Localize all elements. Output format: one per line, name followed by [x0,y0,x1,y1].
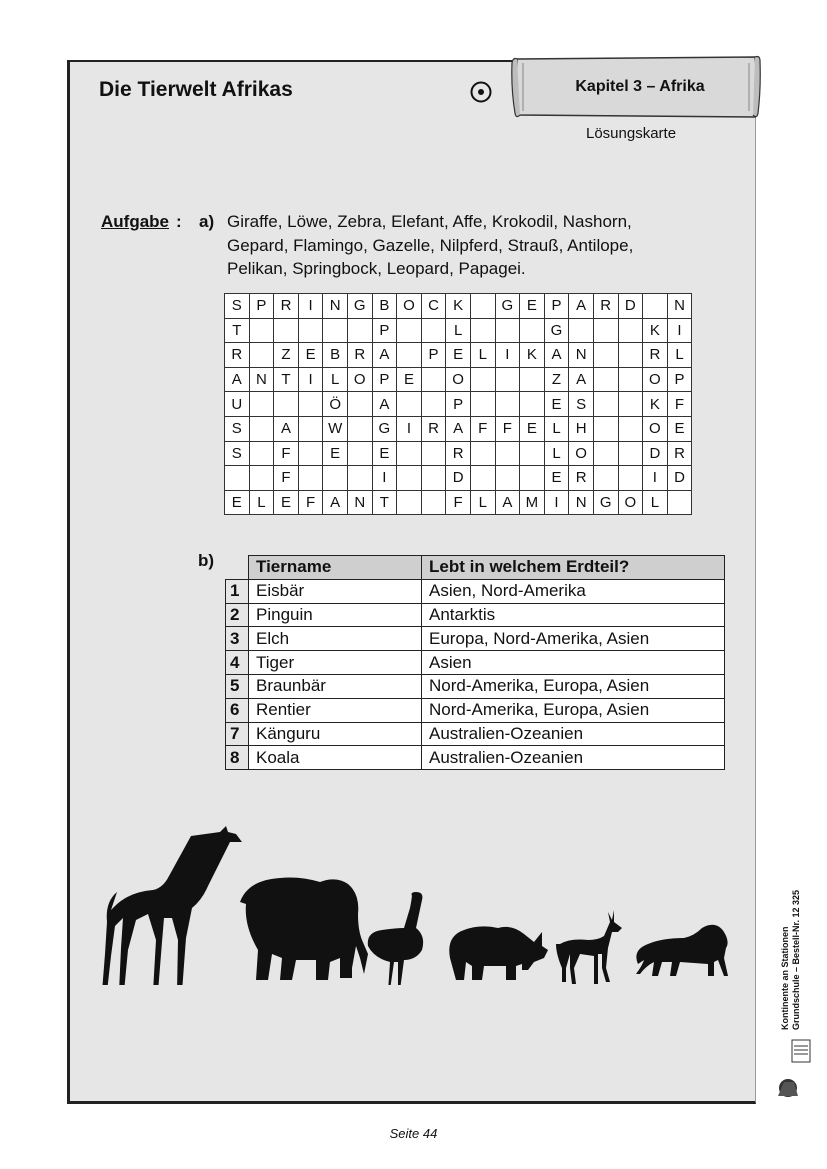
grid-cell: I [372,466,397,491]
gazelle-silhouette [556,910,622,984]
grid-cell: Z [274,343,299,368]
grid-cell: F [667,392,692,417]
grid-cell [618,441,643,466]
grid-row [225,318,692,343]
grid-cell: R [446,441,471,466]
grid-cell [347,416,372,441]
grid-cell: E [520,294,545,319]
grid-cell [298,318,323,343]
grid-cell: E [397,367,422,392]
grid-cell [397,466,422,491]
grid-cell: L [470,490,495,515]
row-number: 2 [226,603,249,627]
grid-cell: P [667,367,692,392]
grid-cell [495,392,520,417]
grid-cell: F [274,466,299,491]
grid-row [225,466,692,491]
grid-cell: P [249,294,274,319]
grid-cell: N [249,367,274,392]
grid-cell: I [298,294,323,319]
column-header-continent: Lebt in welchem Erdteil? [422,556,725,580]
grid-cell: P [446,392,471,417]
elephant-silhouette [240,878,368,981]
grid-cell: S [569,392,594,417]
grid-cell: C [421,294,446,319]
grid-cell [225,466,250,491]
grid-cell [397,392,422,417]
continent-name: Australien-Ozeanien [422,746,725,770]
grid-cell [421,392,446,417]
row-number: 6 [226,698,249,722]
grid-cell: L [323,367,348,392]
grid-cell: P [544,294,569,319]
grid-cell [397,318,422,343]
grid-cell: T [274,367,299,392]
row-number: 8 [226,746,249,770]
grid-cell [593,441,618,466]
grid-cell: E [520,416,545,441]
grid-cell: O [446,367,471,392]
grid-cell [470,318,495,343]
publication-info [780,830,820,1030]
animal-name: Pinguin [249,603,422,627]
grid-cell: N [569,490,594,515]
grid-cell: M [520,490,545,515]
grid-cell [520,318,545,343]
grid-cell: O [397,294,422,319]
grid-cell: N [569,343,594,368]
grid-cell: A [323,490,348,515]
grid-cell: Ö [323,392,348,417]
grid-cell: P [421,343,446,368]
grid-cell: R [569,466,594,491]
animal-name: Känguru [249,722,422,746]
grid-cell [421,490,446,515]
grid-cell: E [298,343,323,368]
animal-name: Eisbär [249,579,422,603]
grid-cell: B [323,343,348,368]
grid-cell [421,367,446,392]
grid-cell [569,318,594,343]
part-a-label: a) [199,212,215,231]
grid-cell: L [544,441,569,466]
grid-cell [593,367,618,392]
grid-cell: A [446,416,471,441]
grid-cell: T [372,490,397,515]
grid-cell: F [298,490,323,515]
page-title: Die Tierwelt Afrikas [99,78,293,101]
grid-cell: I [643,466,668,491]
continent-name: Nord-Amerika, Europa, Asien [422,698,725,722]
continent-name: Antarktis [422,603,725,627]
grid-cell: N [347,490,372,515]
grid-cell: H [569,416,594,441]
grid-cell: S [225,294,250,319]
grid-cell: R [593,294,618,319]
row-number: 4 [226,651,249,675]
grid-cell: K [446,294,471,319]
grid-cell [347,318,372,343]
grid-cell [618,466,643,491]
grid-cell [421,441,446,466]
ostrich-silhouette [368,892,423,985]
grid-cell: A [274,416,299,441]
grid-cell [470,466,495,491]
grid-cell: E [225,490,250,515]
grid-cell: D [618,294,643,319]
animal-name: Rentier [249,698,422,722]
grid-cell [618,343,643,368]
grid-cell [298,441,323,466]
grid-cell: Z [544,367,569,392]
animal-continent-table [225,555,725,770]
grid-cell: I [298,367,323,392]
grid-cell: E [323,441,348,466]
grid-cell: L [446,318,471,343]
grid-cell: A [569,367,594,392]
continent-name: Europa, Nord-Amerika, Asien [422,627,725,651]
animal-name: Braunbär [249,674,422,698]
grid-cell: K [643,392,668,417]
grid-cell: K [643,318,668,343]
grid-cell: E [544,392,569,417]
grid-cell: G [347,294,372,319]
grid-cell [470,441,495,466]
grid-cell: S [225,416,250,441]
grid-cell [520,441,545,466]
grid-cell [470,294,495,319]
grid-cell: I [667,318,692,343]
table-row [226,627,725,651]
grid-cell [495,441,520,466]
grid-cell: G [544,318,569,343]
grid-row [225,441,692,466]
grid-cell: G [593,490,618,515]
grid-cell [593,318,618,343]
row-number: 5 [226,674,249,698]
continent-name: Asien [422,651,725,675]
grid-cell: I [495,343,520,368]
grid-cell [643,294,668,319]
grid-cell [618,392,643,417]
lion-silhouette [636,925,728,976]
solution-card-label: Lösungskarte [586,125,677,142]
bullseye-icon [470,81,492,103]
grid-cell [421,466,446,491]
grid-cell [298,392,323,417]
grid-cell: R [225,343,250,368]
table-row [226,674,725,698]
grid-cell [421,318,446,343]
table-row [226,579,725,603]
grid-row [225,367,692,392]
grid-row [225,294,692,319]
grid-cell [667,490,692,515]
grid-cell: G [495,294,520,319]
grid-cell: A [495,490,520,515]
chapter-label: Kapitel 3 – Afrika [575,78,705,95]
row-number: 3 [226,627,249,651]
grid-cell [520,367,545,392]
word-search-grid [224,293,692,515]
grid-cell: L [470,343,495,368]
page-number: Seite 44 [389,1126,438,1141]
grid-cell: B [372,294,397,319]
grid-cell: K [520,343,545,368]
grid-cell: G [372,416,397,441]
grid-cell [347,466,372,491]
grid-cell [298,466,323,491]
grid-cell: A [544,343,569,368]
grid-cell [249,466,274,491]
grid-cell: F [274,441,299,466]
grid-cell: O [643,416,668,441]
grid-cell [495,318,520,343]
grid-cell [274,392,299,417]
grid-cell: N [323,294,348,319]
grid-cell: P [372,367,397,392]
task-label: Aufgabe [101,212,169,231]
giraffe-silhouette [102,826,242,985]
grid-cell: A [225,367,250,392]
grid-cell: F [495,416,520,441]
continent-name: Asien, Nord-Amerika [422,579,725,603]
grid-cell: L [544,416,569,441]
grid-cell: W [323,416,348,441]
part-b-label: b) [198,551,215,570]
grid-cell [249,392,274,417]
grid-cell: E [274,490,299,515]
grid-cell: O [569,441,594,466]
grid-cell [323,466,348,491]
grid-cell [520,392,545,417]
grid-cell [397,343,422,368]
grid-row [225,490,692,515]
word-list: Giraffe, Löwe, Zebra, Elefant, Affe, Krokodil, Nashorn, Gepard, Flamingo, Gazelle, Nilpferd, Strauß, Antilope, Pelikan, Springbock, Leopard, Papagei. [227,212,634,278]
grid-cell [593,392,618,417]
grid-cell: A [372,343,397,368]
grid-cell: R [421,416,446,441]
grid-cell [618,318,643,343]
grid-cell: O [618,490,643,515]
row-number: 1 [226,579,249,603]
grid-cell: L [249,490,274,515]
publication-line-1: Kontinente an Stationen [780,926,790,1030]
grid-cell [347,441,372,466]
grid-cell: E [372,441,397,466]
grid-cell: F [446,490,471,515]
grid-cell [593,466,618,491]
grid-cell: T [225,318,250,343]
grid-cell [593,343,618,368]
grid-cell: R [274,294,299,319]
continent-name: Nord-Amerika, Europa, Asien [422,674,725,698]
grid-cell [397,490,422,515]
grid-cell: E [446,343,471,368]
grid-cell: S [225,441,250,466]
grid-cell: D [643,441,668,466]
animal-name: Elch [249,627,422,651]
grid-cell [593,416,618,441]
animal-name: Koala [249,746,422,770]
grid-cell [323,318,348,343]
grid-cell: R [347,343,372,368]
grid-cell: R [667,441,692,466]
grid-cell [249,416,274,441]
grid-cell: O [347,367,372,392]
grid-cell: A [372,392,397,417]
animal-silhouettes [100,820,730,985]
grid-cell: P [372,318,397,343]
grid-cell [249,343,274,368]
grid-cell [495,367,520,392]
grid-cell [397,441,422,466]
table-row [226,603,725,627]
grid-cell [470,392,495,417]
table-corner [226,556,249,580]
grid-cell [495,466,520,491]
table-row [226,722,725,746]
grid-cell [618,416,643,441]
grid-cell: E [667,416,692,441]
animal-name: Tiger [249,651,422,675]
grid-cell [249,318,274,343]
column-header-animal: Tiername [249,556,422,580]
grid-cell: A [569,294,594,319]
grid-row [225,343,692,368]
task-colon: : [176,212,182,231]
grid-cell: O [643,367,668,392]
grid-cell [470,367,495,392]
grid-cell [618,367,643,392]
table-row [226,651,725,675]
grid-cell: I [544,490,569,515]
grid-row [225,392,692,417]
grid-cell: U [225,392,250,417]
grid-row [225,416,692,441]
grid-cell [347,392,372,417]
grid-cell: I [397,416,422,441]
grid-cell: R [643,343,668,368]
grid-cell [274,318,299,343]
grid-cell: D [446,466,471,491]
publication-line-2: Grundschule – Bestell-Nr. 12 325 [791,889,801,1030]
row-number: 7 [226,722,249,746]
table-header-row [226,556,725,580]
publisher-logo [772,1036,812,1102]
grid-cell: N [667,294,692,319]
grid-cell [520,466,545,491]
grid-cell: L [667,343,692,368]
grid-cell [249,441,274,466]
grid-cell [298,416,323,441]
grid-cell: L [643,490,668,515]
grid-cell: E [544,466,569,491]
table-row [226,698,725,722]
grid-cell: F [470,416,495,441]
table-row [226,746,725,770]
continent-name: Australien-Ozeanien [422,722,725,746]
rhino-silhouette [449,926,548,980]
grid-cell: D [667,466,692,491]
